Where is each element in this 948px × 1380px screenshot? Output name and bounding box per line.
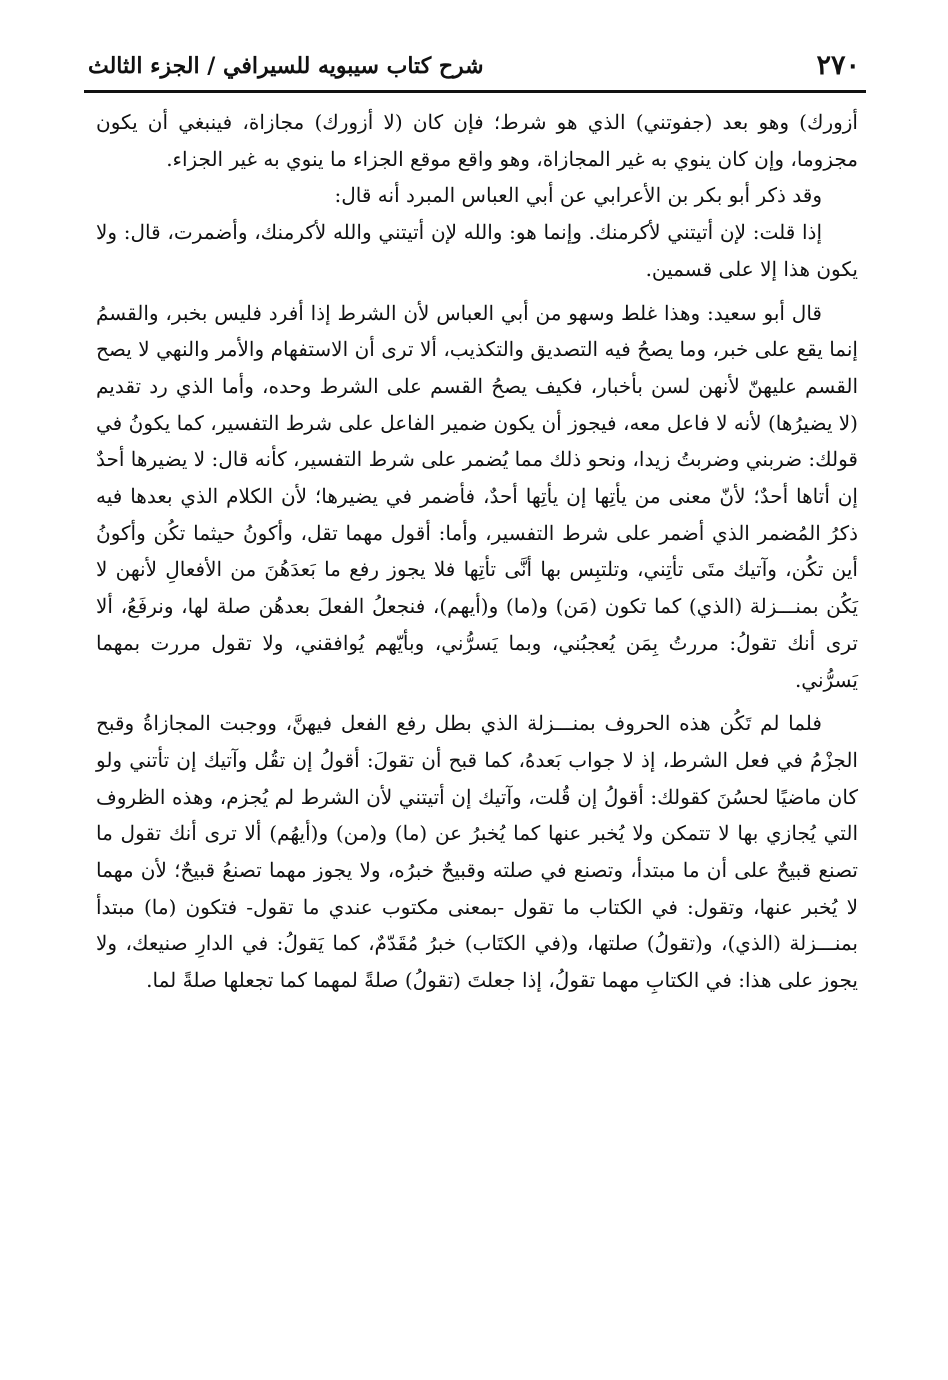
page-number: ٢٧٠ [816, 50, 860, 81]
page-body [96, 104, 858, 999]
running-title: شرح كتاب سيبويه للسيرافي / الجزء الثالث [88, 53, 484, 79]
paragraph-4: قال أبو سعيد: وهذا غلط وسهو من أبي العباس لأن الشرط إذا أفرد فليس بخبر، والقسمُ إنما يقع على خبر، وما يصحُ فيه التصديق والتكذيب، ألا ترى أن الاستفهام والأمر والنهي لا يصح القسم عليهنّ لأنهن لسن بأخبار، فكيف يصحُ القسم على الشرط وحده، وأما الذي رد تقديم (لا يضيرُها) لأنه لا فاعل معه، فيجوز أن يكون ضمير الفاعل على شرط التفسير، كما يكونُ في قولك: ضربني وضربتُ زيدا، ونحو ذلك مما يُضمر على شرط التفسير، كأنه قال: لا يضيرها أحدٌ إن أتاها أحدٌ؛ لأنّ معنى من يأتِها إن يأتِها أحدٌ، فأضمر في يضيرها؛ لأن الكلام الذي بعدها فيه ذكرُ المُضمر الذي أضمر على شرط التفسير، وأما: أقول مهما تقل، وأكونُ حيثما تكُن وأكونُ أين تكُن، وآتيك متَى تأتِني، وتلتبِس بها أنَّى تأتِها فلا يجوز رفع ما بَعدَهُنَ من الأفعالِ لأنهن لا يَكُن بمنـــزلة (الذي) كما تكون (مَن) و(ما) و(أيهم)، فنجعلُ الفعلَ بعدهُن صلة لها، ونرفَعُ، ألا ترى أنك تقولُ: مررتُ بِمَن يُعجبُني، وبما يَسرُّني، وبأيّهم يُوافقني، ولا تقول مررت بمهما يَسرُّني. [95, 300, 858, 692]
paragraph-2: وقد ذكر أبو بكر بن الأعرابي عن أبي العباس المبرد أنه قال: [334, 183, 822, 208]
header-divider [84, 90, 866, 93]
paragraph-1: أزورك) وهو بعد (جفوتني) الذي هو شرط؛ فإن كان (لا أزورك) مجازاة، فينبغي أن يكون مجزوما، وإن كان ينوي به غير المجازاة، وهو واقع موقع الجزاء ما ينوي به غير الجزاء. [96, 110, 858, 171]
paragraph-5: فلما لم تَكُن هذه الحروف بمنـــزلة الذي بطل رفع الفعل فيهنَّ، ووجبت المجازاةُ وقبح الجزْمُ في فعل الشرط، إذ لا جواب بَعدهُ، كما قبح أن تقولَ: أقولُ إن تقُل وآتيك إن تأتني ولو كان ماضيًا لحسُنَ كقولك: أقولُ إن قُلت، وآتيك إن أتيتني لأن الشرط لم يُجزم، وهذه الظروف التي يُجازي بها لا تتمكن ولا يُخبر عنها كما يُخبرُ عن (ما) و(من) و(أيهُم) ألا ترى أنك تقول ما تصنع قبيحٌ على أن ما مبتدأ، وتصنع في صلته وقبيحٌ خبرُه، ولا يجوز مهما تصنعُ قبيحٌ؛ لأن مهما لا يُخبر عنها، وتقول: في الكتاب ما تقول -بمعنى مكتوب عندي ما تقول- فتكون (ما) مبتدأ بمنـــزلة (الذي)، و(تقولُ) صلتها، و(في الكتَاب) خبرُ مُقَدّمٌ، كما يَقولُ: في الدارِ صنيعك، ولا يجوز على هذا: في الكتابِ مهما تقولُ، إذا جعلتَ (تقولُ) صلةً لمهما كما تجعلها صلةً لما. [96, 711, 858, 993]
page-header [88, 46, 860, 88]
paragraph-3: إذا قلت: لإن أتيتني لأكرمنك. وإنما هو: والله لإن أتيتني والله لأكرمنك، وأضمرت، قال: ولا يكون هذا إلا على قسمين. [96, 220, 858, 281]
